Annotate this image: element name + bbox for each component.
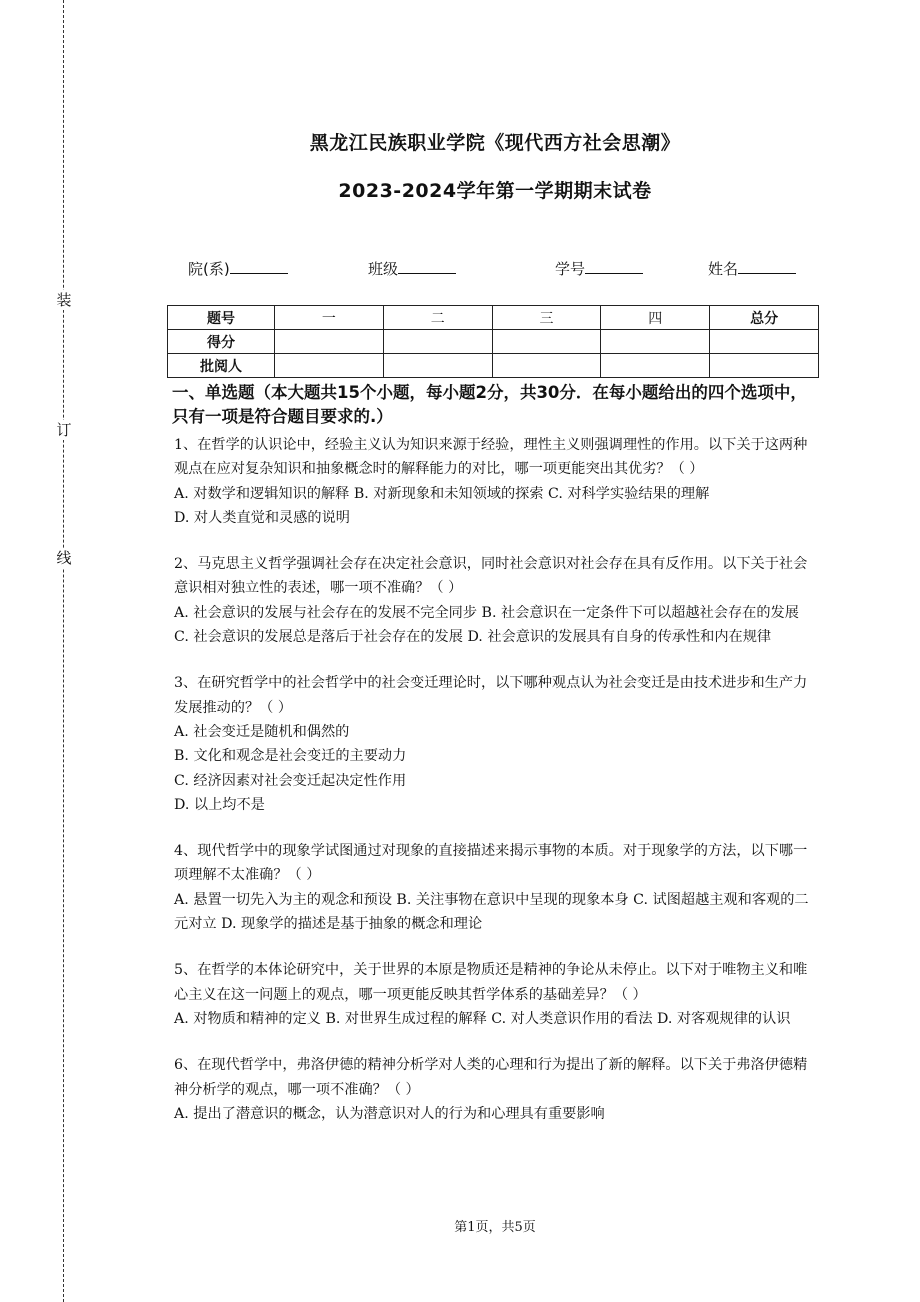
question-stem: 5、在哲学的本体论研究中，关于世界的本原是物质还是精神的争论从未停止。以下对于唯物主义和唯心主义在这一问题上的观点，哪一项更能反映其哲学体系的基础差异？（ ）: [174, 962, 808, 1003]
info-dept-label: 院(系): [188, 260, 230, 278]
question-options: A. 悬置一切先入为主的观念和预设 B. 关注事物在意识中呈现的现象本身 C. 试图超越主观和客观的二元对立 D. 现象学的描述是基于抽象的概念和理论: [174, 891, 809, 933]
col-header-2: 二: [383, 306, 492, 330]
question-2: [174, 552, 818, 649]
question-stem: 2、马克思主义哲学强调社会存在决定社会意识，同时社会意识对社会存在具有反作用。以下关于社会意识相对独立性的表述，哪一项不准确？（ ）: [174, 556, 808, 597]
question-option: A. 提出了潜意识的概念，认为潜意识对人的行为和心理具有重要影响: [174, 1105, 605, 1122]
info-student-id-label: 学号: [555, 260, 586, 278]
grader-cell[interactable]: [601, 354, 710, 378]
question-4: [174, 839, 818, 936]
score-table-row-score: [168, 330, 819, 354]
info-student-id-blank[interactable]: [585, 259, 643, 274]
info-dept: [188, 258, 288, 279]
question-5: [174, 958, 818, 1031]
info-class-label: 班级: [368, 260, 399, 278]
col-header-3: 三: [492, 306, 601, 330]
score-cell[interactable]: [275, 330, 384, 354]
info-name-label: 姓名: [708, 260, 739, 278]
score-cell[interactable]: [383, 330, 492, 354]
score-table-row-grader: [168, 354, 819, 378]
col-header-total: 总分: [710, 306, 819, 330]
binding-char-ding: 订: [56, 421, 72, 439]
info-dept-blank[interactable]: [230, 259, 288, 274]
row-label-grader: 批阅人: [168, 354, 275, 378]
score-table: [167, 305, 819, 378]
question-stem: 4、现代哲学中的现象学试图通过对现象的直接描述来揭示事物的本质。对于现象学的方法，以下哪一项理解不太准确？（ ）: [174, 843, 808, 884]
score-cell[interactable]: [492, 330, 601, 354]
row-label-score: 得分: [168, 330, 275, 354]
exam-title-line1: 黑龙江民族职业学院《现代西方社会思潮》: [309, 132, 681, 154]
page-number: 第1页，共5页: [454, 1220, 536, 1235]
info-name-blank[interactable]: [738, 259, 796, 274]
col-header-1: 一: [275, 306, 384, 330]
exam-title-line2: 2023-2024学年第一学期期末试卷: [338, 180, 652, 202]
question-options: A. 对物质和精神的定义 B. 对世界生成过程的解释 C. 对人类意识作用的看法 D. 对客观规律的认识: [174, 1010, 791, 1027]
info-student-id: [555, 258, 643, 279]
question-stem: 3、在研究哲学中的社会哲学中的社会变迁理论时，以下哪种观点认为社会变迁是由技术进步和生产力发展推动的？（ ）: [174, 675, 808, 716]
info-class-blank[interactable]: [398, 259, 456, 274]
binding-dashed-line: [63, 0, 64, 1302]
question-option: B. 文化和观念是社会变迁的主要动力: [174, 748, 407, 765]
question-stem: 6、在现代哲学中，弗洛伊德的精神分析学对人类的心理和行为提出了新的解释。以下关于弗洛伊德精神分析学的观点，哪一项不准确？（ ）: [174, 1057, 808, 1098]
question-option: D. 以上均不是: [174, 796, 265, 813]
score-table-row-number: [168, 306, 819, 330]
question-options: A. 社会意识的发展与社会存在的发展不完全同步 B. 社会意识在一定条件下可以超越社会存在的发展 C. 社会意识的发展总是落后于社会存在的发展 D. 社会意识的发展具有自身的传承性和内在规律: [174, 604, 799, 646]
score-cell[interactable]: [601, 330, 710, 354]
question-option: A. 社会变迁是随机和偶然的: [174, 723, 350, 740]
info-name: [708, 258, 796, 279]
grader-cell[interactable]: [492, 354, 601, 378]
section-heading: 一、单选题（本大题共15个小题，每小题2分，共30分．在每小题给出的四个选项中，只有一项是符合题目要求的.）: [172, 383, 807, 426]
grader-cell[interactable]: [710, 354, 819, 378]
exam-content: [174, 381, 818, 1148]
row-label-number: 题号: [168, 306, 275, 330]
score-cell[interactable]: [710, 330, 819, 354]
grader-cell[interactable]: [275, 354, 384, 378]
question-6: [174, 1053, 818, 1126]
col-header-4: 四: [601, 306, 710, 330]
grader-cell[interactable]: [383, 354, 492, 378]
binding-char-xian: 线: [56, 549, 72, 567]
question-stem: 1、在哲学的认识论中，经验主义认为知识来源于经验，理性主义则强调理性的作用。以下关于这两种观点在应对复杂知识和抽象概念时的解释能力的对比，哪一项更能突出其优劣？（ ）: [174, 437, 808, 478]
question-3: [174, 671, 818, 817]
question-options: D. 对人类直觉和灵感的说明: [174, 509, 350, 526]
question-option: C. 经济因素对社会变迁起决定性作用: [174, 772, 407, 789]
question-1: [174, 433, 818, 530]
question-options: A. 对数学和逻辑知识的解释 B. 对新现象和未知领域的探索 C. 对科学实验结果的理解: [174, 485, 710, 502]
info-class: [368, 258, 456, 279]
binding-char-zhuang: 装: [56, 291, 72, 309]
